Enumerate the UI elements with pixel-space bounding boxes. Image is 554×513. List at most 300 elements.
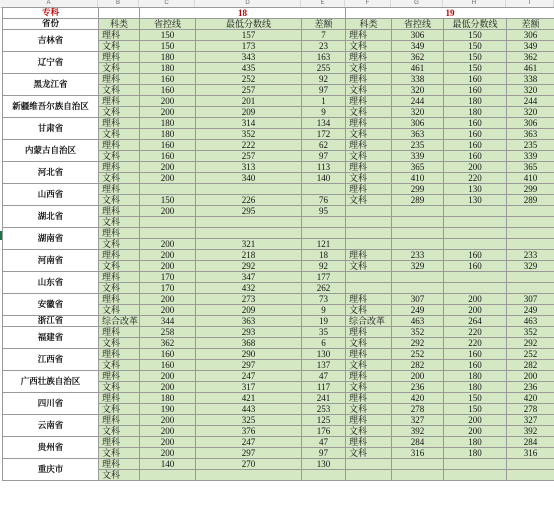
cell-subject[interactable]: 文科 (346, 173, 392, 184)
cell-subject[interactable]: 理科 (99, 74, 140, 85)
cell-subject[interactable]: 文科 (99, 173, 140, 184)
cell-subject[interactable]: 文科 (346, 448, 392, 459)
cell-value[interactable]: 160 (140, 360, 196, 371)
cell-value[interactable] (302, 470, 346, 481)
cell-value[interactable]: 236 (392, 382, 444, 393)
column-letter[interactable]: I (506, 0, 554, 7)
cell-value[interactable]: 306 (507, 30, 554, 41)
cell-value[interactable]: 150 (444, 393, 507, 404)
cell-value[interactable] (392, 217, 444, 228)
cell-value[interactable]: 160 (444, 250, 507, 261)
cell-value[interactable]: 200 (140, 162, 196, 173)
cell-value[interactable]: 170 (140, 283, 196, 294)
cell-subject[interactable]: 文科 (99, 426, 140, 437)
cell-province-name[interactable]: 山西省 (3, 184, 99, 206)
cell-value[interactable]: 320 (507, 107, 554, 118)
cell-subject[interactable]: 文科 (346, 63, 392, 74)
cell-value[interactable]: 258 (140, 327, 196, 338)
cell-value[interactable]: 410 (392, 173, 444, 184)
cell-province-name[interactable]: 广西壮族自治区 (3, 371, 99, 393)
cell-value[interactable]: 200 (140, 173, 196, 184)
cell-value[interactable]: 252 (196, 74, 302, 85)
cell-value[interactable] (196, 470, 302, 481)
cell-value[interactable]: 150 (444, 52, 507, 63)
cell-col-header[interactable]: 差额 (507, 19, 554, 30)
cell-value[interactable]: 160 (444, 360, 507, 371)
cell-subject[interactable]: 文科 (346, 151, 392, 162)
cell-value[interactable]: 134 (302, 118, 346, 129)
cell-value[interactable]: 150 (444, 404, 507, 415)
cell-value[interactable]: 6 (302, 338, 346, 349)
cell-value[interactable]: 362 (507, 52, 554, 63)
cell-value[interactable]: 253 (302, 404, 346, 415)
cell-value[interactable]: 320 (507, 85, 554, 96)
cell-year-2019[interactable]: 19 (346, 8, 554, 19)
cell-value[interactable]: 47 (302, 371, 346, 382)
cell-subject[interactable]: 理科 (346, 184, 392, 195)
cell-value[interactable]: 295 (196, 206, 302, 217)
cell-subject[interactable]: 文科 (99, 360, 140, 371)
cell-subject[interactable]: 理科 (99, 459, 140, 470)
column-letter[interactable]: C (139, 0, 195, 7)
cell-value[interactable]: 200 (507, 371, 554, 382)
cell-value[interactable]: 352 (507, 327, 554, 338)
cell-value[interactable]: 325 (196, 415, 302, 426)
cell-subject[interactable]: 文科 (346, 85, 392, 96)
column-letter[interactable]: B (98, 0, 139, 7)
cell-value[interactable]: 249 (392, 305, 444, 316)
cell-value[interactable]: 327 (392, 415, 444, 426)
cell-value[interactable]: 244 (507, 96, 554, 107)
cell-value[interactable]: 113 (302, 162, 346, 173)
cell-subject[interactable]: 理科 (99, 393, 140, 404)
cell-value[interactable]: 278 (392, 404, 444, 415)
cell-value[interactable]: 1 (302, 96, 346, 107)
cell-value[interactable]: 130 (444, 195, 507, 206)
cell-value[interactable]: 92 (302, 261, 346, 272)
cell-value[interactable]: 172 (302, 129, 346, 140)
cell-value[interactable]: 339 (507, 151, 554, 162)
cell-value[interactable]: 252 (392, 349, 444, 360)
cell-subject[interactable]: 文科 (346, 129, 392, 140)
cell-value[interactable]: 255 (302, 63, 346, 74)
cell-province-name[interactable]: 新疆维吾尔族自治区 (3, 96, 99, 118)
cell-subject[interactable]: 理科 (99, 118, 140, 129)
cell-value[interactable]: 365 (392, 162, 444, 173)
cell-value[interactable]: 150 (140, 195, 196, 206)
cell-subject[interactable]: 理科 (99, 228, 140, 239)
cell-subject[interactable] (346, 459, 392, 470)
cell-value[interactable] (302, 184, 346, 195)
cell-value[interactable]: 252 (507, 349, 554, 360)
cell-value[interactable]: 368 (196, 338, 302, 349)
cell-value[interactable]: 317 (196, 382, 302, 393)
cell-province-name[interactable]: 湖南省 (3, 228, 99, 250)
cell-subject[interactable]: 文科 (99, 338, 140, 349)
cell-value[interactable]: 220 (444, 173, 507, 184)
cell-value[interactable] (507, 239, 554, 250)
cell-value[interactable]: 233 (507, 250, 554, 261)
cell-subject[interactable] (346, 239, 392, 250)
cell-value[interactable]: 160 (140, 349, 196, 360)
cell-subject[interactable]: 文科 (99, 448, 140, 459)
cell-value[interactable]: 365 (507, 162, 554, 173)
cell-value[interactable]: 297 (196, 360, 302, 371)
cell-value[interactable]: 130 (444, 184, 507, 195)
cell-value[interactable]: 284 (507, 437, 554, 448)
cell-province-name[interactable]: 安徽省 (3, 294, 99, 316)
cell-value[interactable]: 329 (392, 261, 444, 272)
cell-value[interactable]: 190 (140, 404, 196, 415)
cell-value[interactable]: 150 (444, 41, 507, 52)
cell-value[interactable]: 157 (196, 30, 302, 41)
cell-subject[interactable]: 文科 (346, 195, 392, 206)
cell-value[interactable]: 376 (196, 426, 302, 437)
cell-value[interactable]: 180 (444, 371, 507, 382)
cell-col-header[interactable]: 省控线 (140, 19, 196, 30)
cell-col-header[interactable]: 科类 (99, 19, 140, 30)
cell-value[interactable]: 461 (392, 63, 444, 74)
cell-value[interactable]: 200 (140, 371, 196, 382)
cell-value[interactable]: 180 (140, 393, 196, 404)
cell-value[interactable]: 160 (444, 151, 507, 162)
cell-value[interactable]: 200 (140, 250, 196, 261)
cell-subject[interactable]: 理科 (346, 96, 392, 107)
cell-value[interactable]: 299 (392, 184, 444, 195)
cell-province-name[interactable]: 江西省 (3, 349, 99, 371)
cell-province-name[interactable]: 贵州省 (3, 437, 99, 459)
cell-value[interactable] (507, 470, 554, 481)
cell-value[interactable]: 160 (444, 85, 507, 96)
cell-value[interactable]: 262 (302, 283, 346, 294)
cell-province-name[interactable]: 辽宁省 (3, 52, 99, 74)
cell-province-name[interactable]: 福建省 (3, 327, 99, 349)
cell-value[interactable]: 200 (140, 206, 196, 217)
cell-subject[interactable]: 文科 (99, 283, 140, 294)
cell-value[interactable]: 293 (196, 327, 302, 338)
cell-province-name[interactable]: 甘肃省 (3, 118, 99, 140)
cell-subject[interactable]: 理科 (346, 349, 392, 360)
cell-value[interactable]: 160 (444, 74, 507, 85)
cell-col-header[interactable]: 省控线 (392, 19, 444, 30)
cell-value[interactable]: 292 (507, 338, 554, 349)
cell-value[interactable]: 200 (140, 261, 196, 272)
cell-value[interactable]: 327 (507, 415, 554, 426)
cell-value[interactable]: 35 (302, 327, 346, 338)
cell-value[interactable]: 289 (507, 195, 554, 206)
cell-value[interactable] (140, 470, 196, 481)
cell-value[interactable]: 218 (196, 250, 302, 261)
cell-value[interactable]: 314 (196, 118, 302, 129)
cell-value[interactable] (444, 228, 507, 239)
cell-value[interactable]: 343 (196, 52, 302, 63)
cell-value[interactable]: 160 (140, 85, 196, 96)
cell-subject[interactable]: 文科 (99, 404, 140, 415)
cell-subject[interactable]: 文科 (346, 338, 392, 349)
cell-value[interactable]: 420 (392, 393, 444, 404)
cell-value[interactable]: 338 (392, 74, 444, 85)
cell-value[interactable]: 307 (392, 294, 444, 305)
cell-subject[interactable]: 理科 (99, 30, 140, 41)
cell-value[interactable]: 95 (302, 206, 346, 217)
cell-subject[interactable]: 理科 (346, 118, 392, 129)
cell-col-header[interactable]: 最低分数线 (196, 19, 302, 30)
cell-subject[interactable] (346, 228, 392, 239)
cell-value[interactable]: 299 (507, 184, 554, 195)
column-letter[interactable]: F (345, 0, 391, 7)
cell-value[interactable]: 180 (444, 107, 507, 118)
cell-value[interactable]: 97 (302, 85, 346, 96)
cell-value[interactable] (392, 459, 444, 470)
cell-subject[interactable]: 文科 (99, 85, 140, 96)
cell-value[interactable]: 273 (196, 294, 302, 305)
cell-value[interactable]: 220 (444, 338, 507, 349)
cell-value[interactable]: 235 (392, 140, 444, 151)
cell-value[interactable]: 180 (444, 437, 507, 448)
cell-value[interactable]: 316 (392, 448, 444, 459)
cell-col-header[interactable]: 差额 (302, 19, 346, 30)
cell-value[interactable]: 420 (507, 393, 554, 404)
cell-value[interactable]: 321 (196, 239, 302, 250)
cell-value[interactable]: 200 (444, 415, 507, 426)
cell-value[interactable]: 150 (444, 30, 507, 41)
cell-value[interactable]: 18 (302, 250, 346, 261)
cell-subject[interactable]: 理科 (99, 96, 140, 107)
cell-value[interactable]: 200 (140, 239, 196, 250)
cell-subject[interactable]: 理科 (99, 52, 140, 63)
cell-value[interactable]: 121 (302, 239, 346, 250)
cell-subject[interactable]: 理科 (346, 327, 392, 338)
cell-value[interactable]: 222 (196, 140, 302, 151)
cell-value[interactable]: 180 (444, 96, 507, 107)
cell-value[interactable]: 23 (302, 41, 346, 52)
cell-value[interactable]: 297 (196, 448, 302, 459)
cell-value[interactable]: 150 (140, 30, 196, 41)
cell-value[interactable]: 137 (302, 360, 346, 371)
cell-value[interactable]: 233 (392, 250, 444, 261)
cell-province-name[interactable]: 黑龙江省 (3, 74, 99, 96)
cell-value[interactable]: 97 (302, 151, 346, 162)
cell-value[interactable] (507, 272, 554, 283)
cell-value[interactable]: 362 (392, 52, 444, 63)
cell-subject[interactable]: 文科 (99, 217, 140, 228)
cell-subject[interactable]: 理科 (346, 52, 392, 63)
cell-value[interactable]: 9 (302, 305, 346, 316)
cell-province-name[interactable]: 河北省 (3, 162, 99, 184)
cell-province-name[interactable]: 内蒙古自治区 (3, 140, 99, 162)
cell-value[interactable]: 236 (507, 382, 554, 393)
cell-subject[interactable]: 文科 (99, 107, 140, 118)
cell-value[interactable]: 47 (302, 437, 346, 448)
cell-value[interactable]: 306 (392, 118, 444, 129)
cell-value[interactable]: 140 (302, 173, 346, 184)
cell-subject[interactable]: 文科 (346, 41, 392, 52)
cell-value[interactable] (392, 206, 444, 217)
cell-value[interactable] (196, 217, 302, 228)
cell-value[interactable]: 160 (444, 140, 507, 151)
cell-value[interactable]: 200 (140, 107, 196, 118)
cell-subject[interactable]: 文科 (99, 382, 140, 393)
cell-value[interactable] (444, 283, 507, 294)
cell-value[interactable]: 200 (140, 437, 196, 448)
cell-value[interactable]: 339 (392, 151, 444, 162)
cell-value[interactable]: 62 (302, 140, 346, 151)
cell-value[interactable]: 362 (140, 338, 196, 349)
cell-value[interactable]: 200 (140, 305, 196, 316)
cell-subject[interactable]: 理科 (346, 294, 392, 305)
cell-subject[interactable]: 文科 (346, 360, 392, 371)
cell-value[interactable]: 264 (444, 316, 507, 327)
cell-value[interactable]: 307 (507, 294, 554, 305)
cell-subject[interactable]: 理科 (99, 206, 140, 217)
cell-value[interactable]: 249 (507, 305, 554, 316)
cell-value[interactable]: 180 (140, 63, 196, 74)
cell-value[interactable]: 320 (392, 85, 444, 96)
cell-value[interactable] (302, 217, 346, 228)
cell-subject[interactable]: 理科 (99, 140, 140, 151)
cell-value[interactable]: 344 (140, 316, 196, 327)
cell-value[interactable]: 247 (196, 371, 302, 382)
cell-subject[interactable]: 文科 (346, 404, 392, 415)
cell-value[interactable]: 200 (140, 294, 196, 305)
cell-value[interactable]: 443 (196, 404, 302, 415)
cell-value[interactable]: 200 (444, 426, 507, 437)
cell-subject[interactable]: 理科 (99, 415, 140, 426)
cell-value[interactable]: 282 (392, 360, 444, 371)
cell-value[interactable]: 200 (392, 371, 444, 382)
cell-value[interactable] (140, 184, 196, 195)
cell-value[interactable]: 19 (302, 316, 346, 327)
cell-value[interactable]: 363 (507, 129, 554, 140)
cell-subject[interactable]: 理科 (99, 294, 140, 305)
cell-value[interactable]: 176 (302, 426, 346, 437)
column-letter[interactable]: A (0, 0, 98, 7)
cell-province-name[interactable]: 山东省 (3, 272, 99, 294)
cell-value[interactable]: 278 (507, 404, 554, 415)
cell-value[interactable]: 392 (507, 426, 554, 437)
cell-value[interactable]: 363 (196, 316, 302, 327)
cell-value[interactable]: 200 (140, 448, 196, 459)
cell-subject[interactable]: 理科 (346, 140, 392, 151)
cell-value[interactable]: 209 (196, 107, 302, 118)
cell-subject[interactable]: 理科 (346, 437, 392, 448)
cell-value[interactable] (507, 217, 554, 228)
cell-value[interactable]: 247 (196, 437, 302, 448)
cell-value[interactable]: 160 (140, 74, 196, 85)
cell-value[interactable]: 200 (140, 382, 196, 393)
cell-subject[interactable]: 理科 (99, 272, 140, 283)
cell-province-name[interactable]: 河南省 (3, 250, 99, 272)
cell-value[interactable]: 306 (507, 118, 554, 129)
cell-value[interactable]: 320 (392, 107, 444, 118)
cell-value[interactable]: 292 (196, 261, 302, 272)
cell-value[interactable] (507, 459, 554, 470)
cell-col-header[interactable]: 科类 (346, 19, 392, 30)
cell-value[interactable]: 200 (140, 96, 196, 107)
cell-subject[interactable]: 理科 (346, 250, 392, 261)
cell-value[interactable]: 160 (444, 118, 507, 129)
cell-value[interactable] (444, 206, 507, 217)
cell-subject[interactable]: 理科 (346, 415, 392, 426)
cell-value[interactable] (196, 184, 302, 195)
cell-col-header[interactable]: 最低分数线 (444, 19, 507, 30)
cell-value[interactable]: 150 (444, 63, 507, 74)
cell-subject[interactable]: 文科 (99, 41, 140, 52)
cell-value[interactable]: 163 (302, 52, 346, 63)
cell-value[interactable] (392, 272, 444, 283)
cell-value[interactable]: 270 (196, 459, 302, 470)
cell-value[interactable]: 180 (444, 448, 507, 459)
cell-value[interactable] (302, 228, 346, 239)
cell-value[interactable]: 76 (302, 195, 346, 206)
cell-value[interactable]: 160 (140, 151, 196, 162)
cell-value[interactable]: 226 (196, 195, 302, 206)
cell-value[interactable]: 244 (392, 96, 444, 107)
cell-value[interactable] (444, 459, 507, 470)
cell-value[interactable] (140, 228, 196, 239)
cell-subject[interactable]: 理科 (99, 250, 140, 261)
cell-value[interactable]: 173 (196, 41, 302, 52)
cell-value[interactable]: 329 (507, 261, 554, 272)
cell-subject[interactable]: 综合改革 (346, 316, 392, 327)
cell-value[interactable]: 200 (444, 305, 507, 316)
cell-value[interactable]: 290 (196, 349, 302, 360)
cell-subject[interactable]: 文科 (99, 239, 140, 250)
cell-value[interactable]: 352 (392, 327, 444, 338)
cell-value[interactable]: 130 (302, 459, 346, 470)
cell-value[interactable]: 421 (196, 393, 302, 404)
cell-value[interactable]: 180 (140, 129, 196, 140)
cell-value[interactable]: 7 (302, 30, 346, 41)
cell-subject[interactable]: 文科 (99, 261, 140, 272)
cell-value[interactable]: 92 (302, 74, 346, 85)
column-letter[interactable]: E (301, 0, 345, 7)
cell-subject[interactable]: 文科 (99, 151, 140, 162)
cell-subject[interactable]: 文科 (346, 261, 392, 272)
cell-value[interactable]: 282 (507, 360, 554, 371)
cell-subject[interactable]: 理科 (99, 371, 140, 382)
cell-value[interactable]: 340 (196, 173, 302, 184)
cell-value[interactable]: 200 (140, 426, 196, 437)
cell-value[interactable]: 73 (302, 294, 346, 305)
cell-value[interactable]: 200 (444, 294, 507, 305)
cell-value[interactable]: 9 (302, 107, 346, 118)
cell-value[interactable]: 349 (392, 41, 444, 52)
cell-value[interactable]: 117 (302, 382, 346, 393)
cell-value[interactable]: 363 (392, 129, 444, 140)
cell-value[interactable] (507, 283, 554, 294)
cell-value[interactable]: 257 (196, 151, 302, 162)
cell-subject[interactable]: 综合改革 (99, 316, 140, 327)
cell-category-title[interactable]: 专科 (3, 8, 99, 19)
cell-province-name[interactable]: 重庆市 (3, 459, 99, 481)
cell-subject[interactable]: 文科 (346, 305, 392, 316)
cell-value[interactable]: 125 (302, 415, 346, 426)
cell-subject[interactable]: 文科 (346, 426, 392, 437)
cell-value[interactable]: 220 (444, 327, 507, 338)
cell-subject[interactable] (346, 470, 392, 481)
cell-value[interactable]: 347 (196, 272, 302, 283)
cell-value[interactable]: 461 (507, 63, 554, 74)
cell-value[interactable]: 235 (507, 140, 554, 151)
cell-value[interactable]: 160 (444, 129, 507, 140)
cell-value[interactable]: 177 (302, 272, 346, 283)
cell-value[interactable]: 284 (392, 437, 444, 448)
cell-subject[interactable]: 文科 (99, 195, 140, 206)
cell-subject[interactable]: 理科 (346, 393, 392, 404)
cell-value[interactable]: 180 (140, 52, 196, 63)
cell-value[interactable]: 140 (140, 459, 196, 470)
